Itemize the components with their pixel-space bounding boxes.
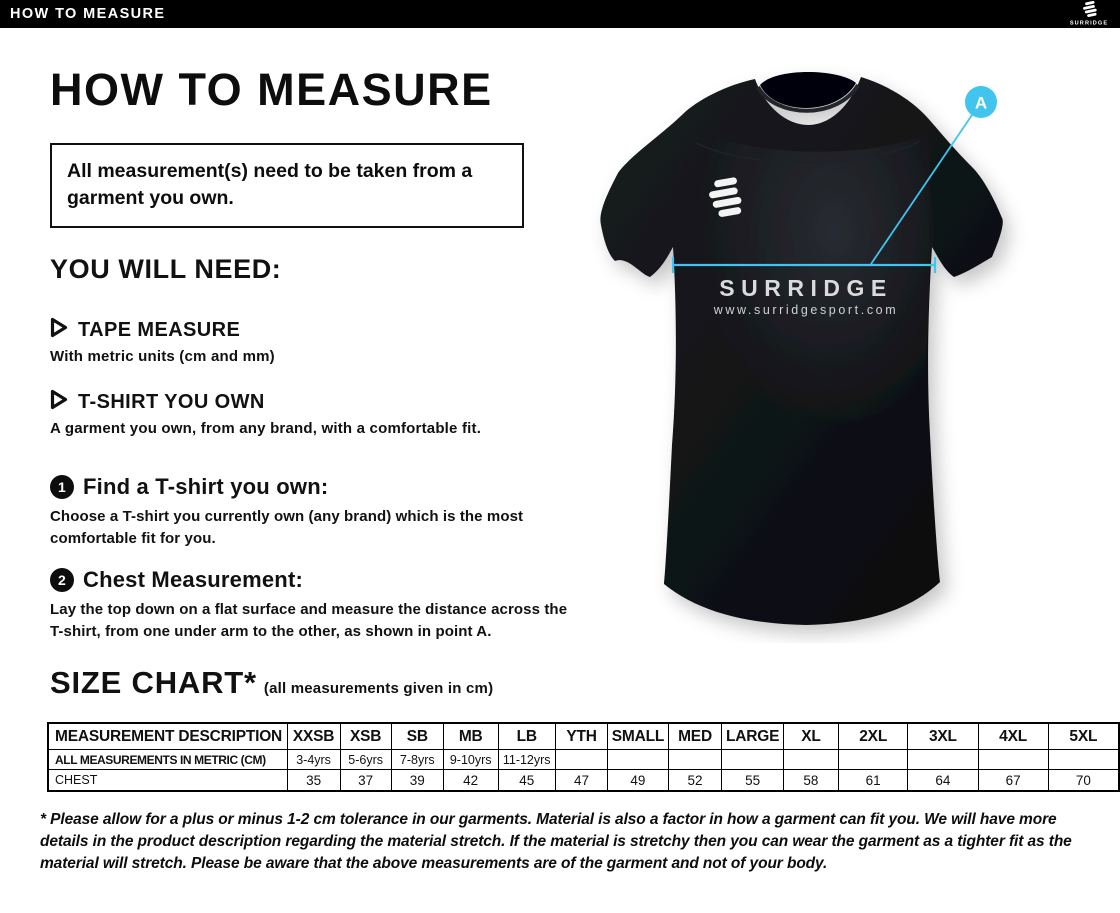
table-cell: 49 (608, 770, 669, 792)
topbar-title: HOW TO MEASURE (10, 6, 166, 22)
size-chart-heading (50, 665, 493, 701)
row-label: ALL MEASUREMENTS IN METRIC (CM) (48, 750, 287, 770)
step-number-badge: 1 (50, 475, 74, 499)
table-cell: 3-4yrs (287, 750, 340, 770)
table-cell: 37 (340, 770, 391, 792)
point-a-badge (965, 86, 997, 118)
table-cell: 39 (391, 770, 443, 792)
table-cell: 35 (287, 770, 340, 792)
table-cell (555, 750, 607, 770)
page-title: HOW TO MEASURE (50, 64, 493, 115)
table-cell: 61 (839, 770, 908, 792)
column-header: 3XL (908, 723, 978, 750)
surridge-logo-icon (1068, 1, 1110, 27)
need-item-tape-measure (50, 317, 275, 365)
table-cell: 55 (722, 770, 783, 792)
table-cell: 70 (1048, 770, 1119, 792)
table-row (48, 770, 1119, 792)
table-cell: 47 (555, 770, 607, 792)
step-description: Lay the top down on a flat surface and measure the distance across the T-shirt, from one under arm to the other, as shown in point A. (50, 601, 568, 640)
table-row (48, 750, 1119, 770)
step-description: Choose a T-shirt you currently own (any brand) which is the most comfortable fit for you. (50, 508, 524, 547)
shirt-measurement-diagram (588, 63, 1048, 643)
size-chart-table-body (48, 750, 1119, 792)
table-cell: 11-12yrs (498, 750, 555, 770)
column-header: XL (783, 723, 838, 750)
size-chart-title: SIZE CHART* (50, 665, 257, 700)
step-title: Find a T-shirt you own: (83, 474, 329, 499)
table-cell: 58 (783, 770, 838, 792)
table-cell (608, 750, 669, 770)
size-chart-table (47, 722, 1120, 792)
step-chest-measurement (50, 567, 572, 643)
column-header: LARGE (722, 723, 783, 750)
column-header: MB (443, 723, 498, 750)
row-label: CHEST (48, 770, 287, 792)
table-cell (978, 750, 1048, 770)
need-item-tshirt (50, 389, 481, 437)
you-will-need-heading: YOU WILL NEED: (50, 254, 282, 284)
table-cell: 5-6yrs (340, 750, 391, 770)
column-header: LB (498, 723, 555, 750)
need-item-title: T-SHIRT YOU OWN (78, 391, 265, 413)
column-header: 2XL (839, 723, 908, 750)
top-bar (0, 0, 1120, 28)
notice-box: All measurement(s) need to be taken from a garment you own. (50, 143, 524, 228)
step-number-badge: 2 (50, 568, 74, 592)
column-header: YTH (555, 723, 607, 750)
table-cell (722, 750, 783, 770)
step-find-tshirt (50, 474, 572, 550)
triangle-right-icon (50, 317, 68, 344)
size-chart-table-head (48, 723, 1119, 750)
topbar-logo-text: SURRIDGE (1069, 20, 1109, 27)
shirt-brand-text: SURRIDGE (719, 275, 893, 301)
column-header: MED (668, 723, 722, 750)
table-cell (1048, 750, 1119, 770)
column-header: MEASUREMENT DESCRIPTION (48, 723, 287, 750)
table-header-row (48, 723, 1119, 750)
need-item-description: A garment you own, from any brand, with a comfortable fit. (50, 420, 482, 437)
table-cell: 64 (908, 770, 978, 792)
triangle-right-icon (50, 389, 68, 416)
tshirt-image (600, 72, 1002, 625)
column-header: XSB (340, 723, 391, 750)
table-cell: 52 (668, 770, 722, 792)
table-cell: 45 (498, 770, 555, 792)
need-item-title: TAPE MEASURE (78, 319, 241, 341)
shirt-url-text: www.surridgesport.com (713, 303, 899, 317)
column-header: XXSB (287, 723, 340, 750)
column-header: 5XL (1048, 723, 1119, 750)
table-cell: 9-10yrs (443, 750, 498, 770)
table-cell (668, 750, 722, 770)
step-title: Chest Measurement: (83, 567, 303, 592)
point-a-label: A (974, 93, 988, 113)
table-cell: 7-8yrs (391, 750, 443, 770)
table-cell: 67 (978, 770, 1048, 792)
need-item-description: With metric units (cm and mm) (50, 348, 275, 365)
table-cell (839, 750, 908, 770)
table-cell (783, 750, 838, 770)
table-cell: 42 (443, 770, 498, 792)
column-header: 4XL (978, 723, 1048, 750)
table-cell (908, 750, 978, 770)
column-header: SMALL (608, 723, 669, 750)
size-chart-subtitle: (all measurements given in cm) (263, 680, 494, 697)
column-header: SB (391, 723, 443, 750)
footnote-text: * Please allow for a plus or minus 1-2 cm tolerance in our garments. Material is also a factor in how a garment can fit you. We will have more details in the product description regarding the material stretch. If the material is stretchy then you can wear the garment as a tighter fit as the material will stretch. Please be aware that the above measurements are of the garment and not of your body. (40, 811, 1072, 872)
